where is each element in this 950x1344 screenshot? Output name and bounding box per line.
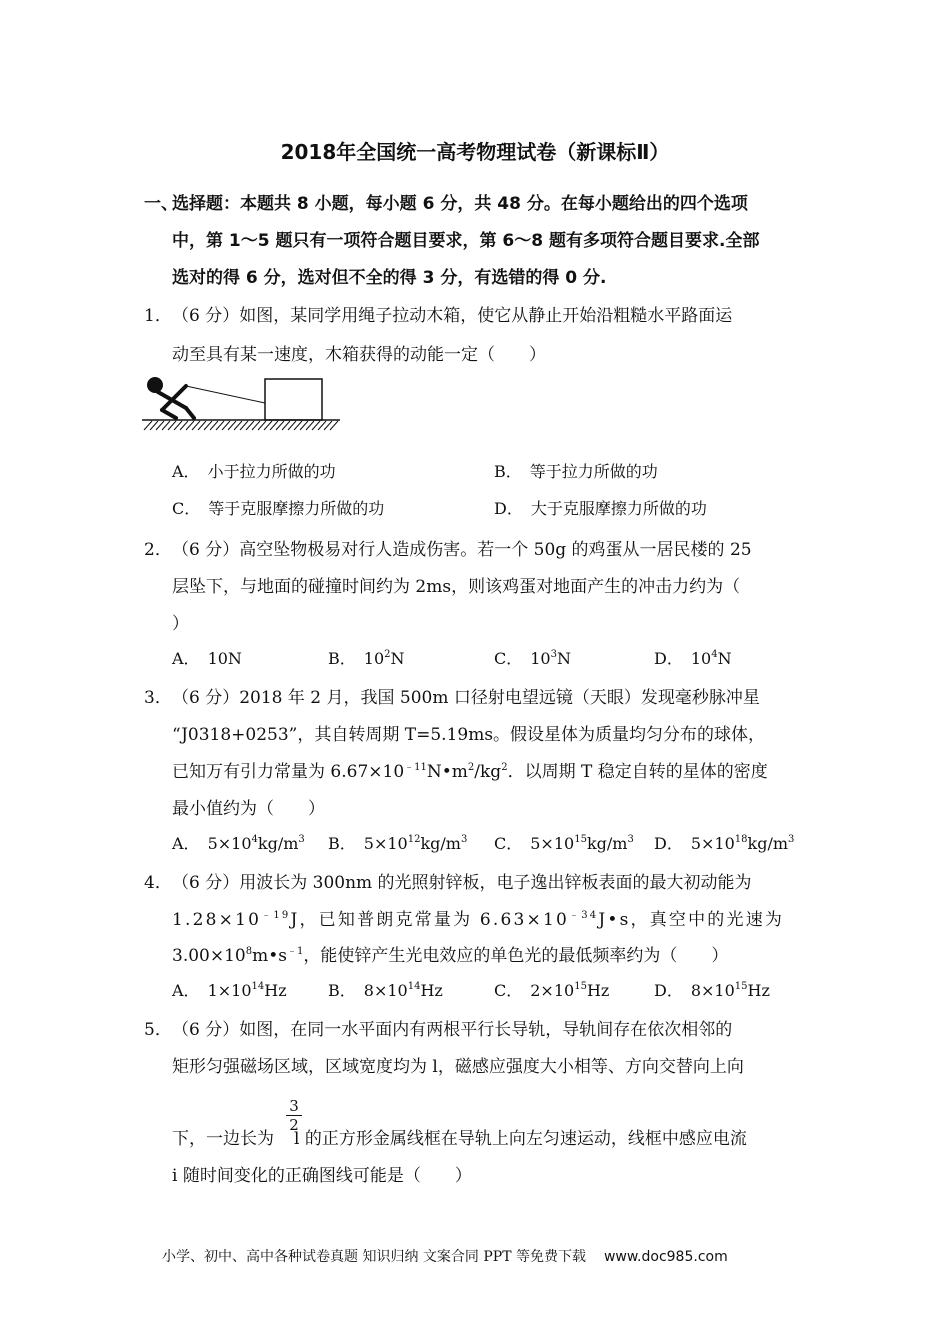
q1-number: 1． bbox=[144, 306, 172, 326]
q4-option-a[interactable]: A． $1\times 10^{14}Hz$ bbox=[172, 981, 287, 1000]
q1-option-c[interactable]: C． 等于克服摩擦力所做的功 bbox=[172, 499, 385, 518]
q5-line-3: 下，一边长为 l 的正方形金属线框在导轨上向左匀速运动，线框中感应电流 bbox=[172, 1129, 747, 1149]
q1-option-b[interactable]: B． 等于拉力所做的功 bbox=[494, 462, 658, 481]
q1-figure-person-pulling-box bbox=[142, 370, 342, 434]
q2-line-1: （6 分）高空坠物极易对行人造成伤害。若一个 50g 的鸡蛋从一居民楼的 25 bbox=[172, 540, 752, 560]
q3-option-a[interactable]: A． $5\times 10^4kg/m^3$ bbox=[172, 834, 305, 853]
footer-text: 小学、初中、高中各种试卷真题 知识归纳 文案合同 PPT 等免费下载 bbox=[162, 1249, 586, 1265]
q3-option-b[interactable]: B． $5\times 10^{12}kg/m^3$ bbox=[328, 834, 468, 853]
q2-line-3: ） bbox=[172, 614, 189, 634]
q1-option-a[interactable]: A． 小于拉力所做的功 bbox=[172, 462, 336, 481]
q1-line-1: （6 分）如图，某同学用绳子拉动木箱，使它从静止开始沿粗糙水平路面运 bbox=[172, 306, 733, 326]
q3-line-1: （6 分）2018 年 2 月，我国 500m 口径射电望远镜（天眼）发现毫秒脉冲星 bbox=[172, 688, 760, 708]
section-instructions-line-1: 选择题：本题共 8 小题，每小题 6 分，共 48 分。在每小题给出的四个选项 bbox=[172, 194, 748, 214]
q3-option-c[interactable]: C． $5\times 10^{15}kg/m^3$ bbox=[494, 834, 634, 853]
q3-option-d[interactable]: D． $5\times 10^{18}kg/m^3$ bbox=[654, 834, 795, 853]
q3-number: 3． bbox=[144, 688, 172, 708]
q2-line-2: 层坠下，与地面的碰撞时间约为 2ms，则该鸡蛋对地面产生的冲击力约为（ bbox=[172, 577, 741, 597]
q4-number: 4． bbox=[144, 873, 172, 893]
q4-option-b[interactable]: B． $8\times 10^{14}Hz$ bbox=[328, 981, 443, 1000]
q2-option-c[interactable]: C． $10^3N$ bbox=[494, 649, 571, 668]
q1-option-d[interactable]: D． 大于克服摩擦力所做的功 bbox=[494, 499, 707, 518]
wooden-box bbox=[265, 379, 322, 420]
q2-number: 2． bbox=[144, 540, 172, 560]
q5-number: 5． bbox=[144, 1020, 172, 1040]
q5-fraction: 3 2 bbox=[286, 1098, 302, 1133]
section-number: 一、 bbox=[144, 194, 178, 214]
q4-line-2: $1.28\times 10^{﹣19}J$，已知普朗克常量为 $6.63\times 10^{﹣34}J•s$，真空中的光速为 bbox=[172, 910, 785, 930]
q4-line-3: $3.00\times 10^8m•s^{﹣1}$，能使锌产生光电效应的单色光的最低频率约为（ ） bbox=[172, 946, 729, 966]
exam-title: 2018年全国统一高考物理试卷（新课标Ⅱ） bbox=[280, 140, 670, 164]
q4-option-d[interactable]: D． $8\times 10^{15}Hz$ bbox=[654, 981, 770, 1000]
q3-line-2: “J0318+0253”，其自转周期 T=5.19ms。假设星体为质量均匀分布的球体， bbox=[172, 725, 766, 745]
q4-option-c[interactable]: C． $2\times 10^{15}Hz$ bbox=[494, 981, 610, 1000]
q2-option-d[interactable]: D． $10^4N$ bbox=[654, 649, 732, 668]
q5-line-4: i 随时间变化的正确图线可能是（ ） bbox=[172, 1166, 472, 1186]
q5-line-2: 矩形匀强磁场区域，区域宽度均为 l，磁感应强度大小相等、方向交替向上向 bbox=[172, 1057, 744, 1077]
q5-line-1: （6 分）如图，在同一水平面内有两根平行长导轨，导轨间存在依次相邻的 bbox=[172, 1020, 733, 1040]
q2-option-a[interactable]: A． 10N bbox=[172, 649, 242, 668]
q2-option-b[interactable]: B． $10^2N$ bbox=[328, 649, 405, 668]
section-instructions-line-3: 选对的得 6 分，选对但不全的得 3 分，有选错的得 0 分. bbox=[172, 268, 607, 288]
q3-line-4: 最小值约为（ ） bbox=[172, 799, 325, 819]
footer-url[interactable]: www.doc985.com bbox=[603, 1249, 728, 1265]
q3-line-3: 已知万有引力常量为 $6.67\times 10^{﹣11}N•m^2/kg^2$．以周期 T 稳定自转的星体的密度 bbox=[172, 762, 768, 782]
footer bbox=[162, 1246, 728, 1266]
rope bbox=[186, 386, 265, 403]
q4-line-1: （6 分）用波长为 300nm 的光照射锌板，电子逸出锌板表面的最大初动能为 bbox=[172, 873, 752, 893]
q1-line-2: 动至具有某一速度，木箱获得的动能一定（ ） bbox=[172, 345, 546, 365]
section-instructions-line-2: 中，第 1～5 题只有一项符合题目要求，第 6～8 题有多项符合题目要求.全部 bbox=[172, 231, 760, 251]
ground-hatch bbox=[142, 420, 340, 430]
person-figure bbox=[147, 377, 194, 418]
